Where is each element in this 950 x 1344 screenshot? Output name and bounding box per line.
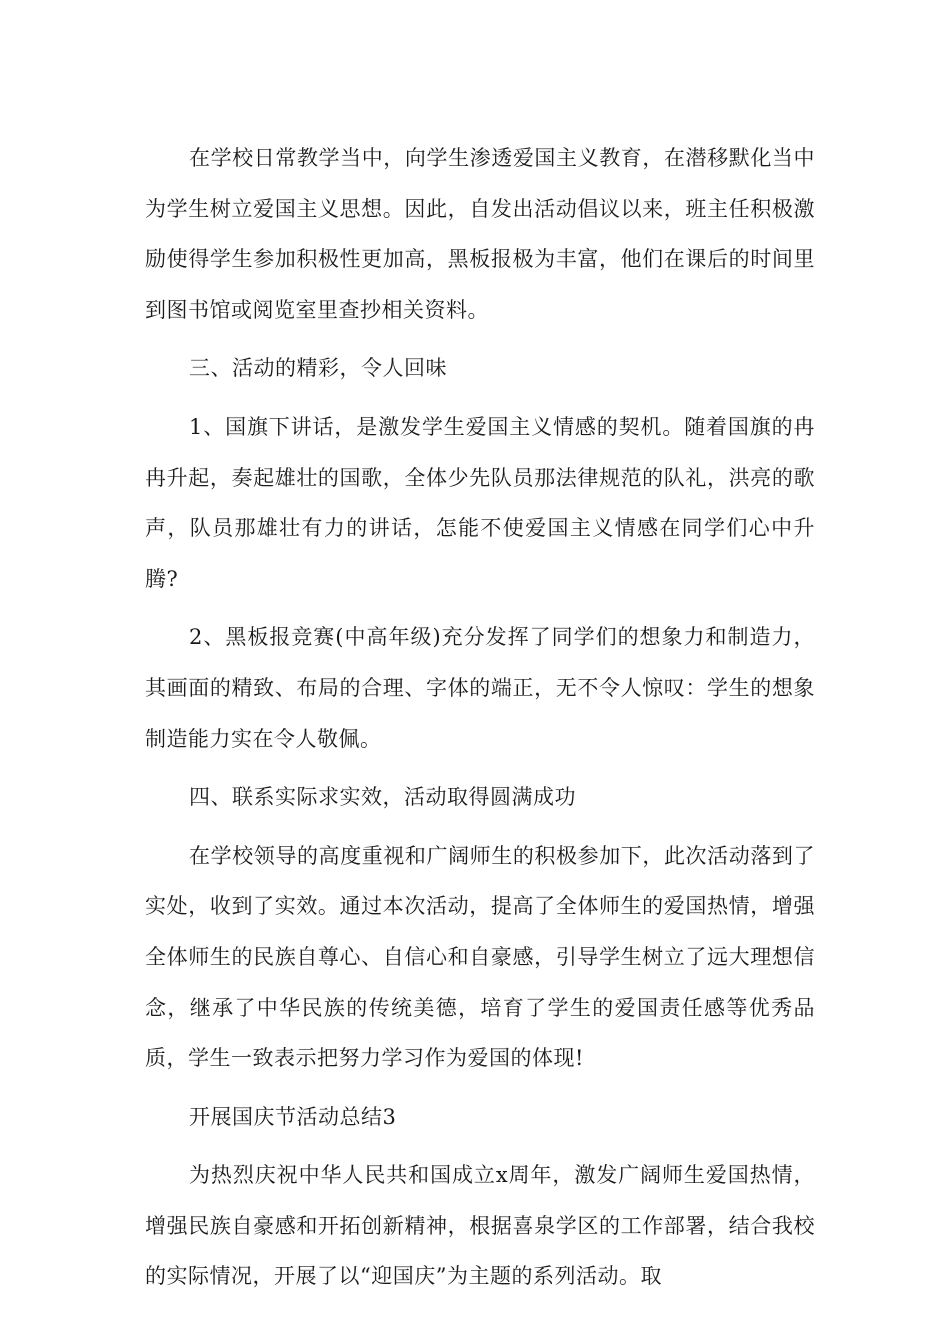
document-body — [145, 133, 815, 1302]
paragraph-flag-speech: 1、国旗下讲话，是激发学生爱国主义情感的契机。随着国旗的冉冉升起，奏起雄壮的国歌，全体少先队员那法律规范的队礼，洪亮的歌声，队员那雄壮有力的讲话，怎能不使爱国主义情感在同学们心中升腾? — [145, 414, 815, 591]
section-heading-practical-results: 四、联系实际求实效，活动取得圆满成功 — [189, 785, 576, 810]
paragraph-blackboard-contest: 2、黑板报竞赛(中高年级)充分发挥了同学们的想象力和制造力，其画面的精致、布局的合理、字体的端正，无不令人惊叹：学生的想象制造能力实在令人敬佩。 — [145, 625, 815, 751]
paragraph-activity-success: 在学校领导的高度重视和广阔师生的积极参加下，此次活动落到了实处，收到了实效。通过本次活动，提高了全体师生的爱国热情，增强全体师生的民族自尊心、自信心和自豪感，引导学生树立了远大理想信念，继承了中华民族的传统美德，培育了学生的爱国责任感等优秀品质，学生一致表示把努力学习作为爱国的体现! — [145, 843, 815, 1071]
paragraph-patriotic-education: 在学校日常教学当中，向学生渗透爱国主义教育，在潜移默化当中为学生树立爱国主义思想。因此，自发出活动倡议以来，班主任积极激励使得学生参加积极性更加高，黑板报极为丰富，他们在课后的时间里到图书馆或阅览室里查抄相关资料。 — [145, 146, 815, 322]
paragraph-national-day-celebration: 为热烈庆祝中华人民共和国成立x周年，激发广阔师生爱国热情，增强民族自豪感和开拓创新精神，根据喜泉学区的工作部署，结合我校的实际情况，开展了以“迎国庆”为主题的系列活动。取 — [145, 1163, 815, 1289]
section-heading-summary-3: 开展国庆节活动总结3 — [189, 1104, 397, 1129]
section-heading-activity-highlights: 三、活动的精彩，令人回味 — [189, 356, 447, 381]
